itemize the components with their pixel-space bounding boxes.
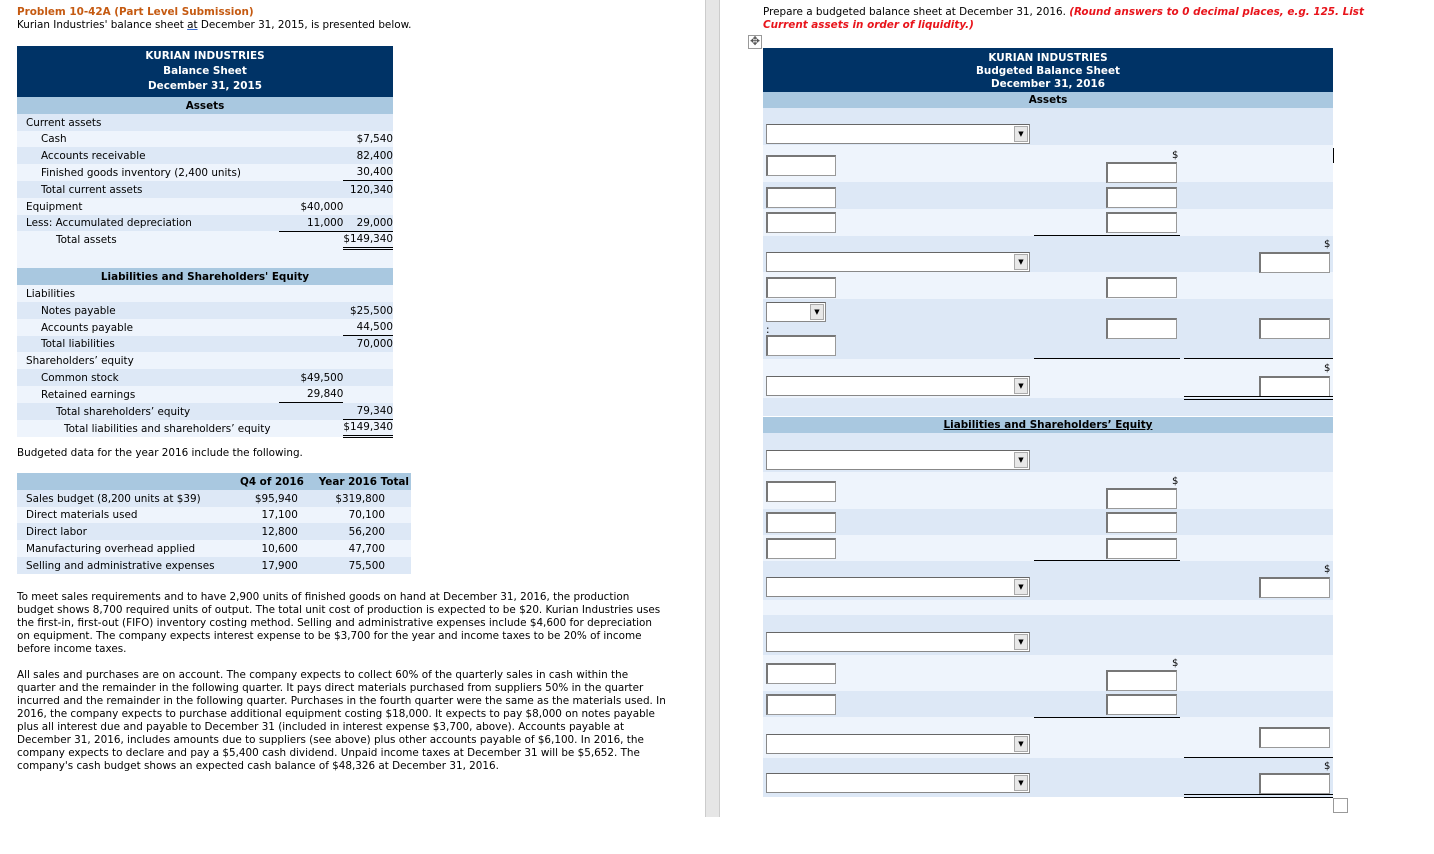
value-input[interactable] bbox=[1106, 277, 1177, 298]
underline bbox=[1184, 757, 1333, 758]
row-label: Finished goods inventory (2,400 units) bbox=[41, 166, 241, 179]
statement-title: Balance Sheet bbox=[163, 65, 247, 77]
budget-year: 70,100 bbox=[348, 509, 385, 522]
amount-input[interactable] bbox=[766, 335, 836, 356]
budget-row bbox=[17, 490, 411, 507]
budget-year: $319,800 bbox=[335, 492, 385, 505]
row-label: Common stock bbox=[41, 371, 119, 384]
row-value: 44,500 bbox=[343, 319, 393, 336]
row-value: 11,000 bbox=[279, 215, 343, 232]
problem-title: Problem 10-42A (Part Level Submission) bbox=[17, 6, 254, 18]
table-row bbox=[17, 285, 393, 302]
budget-row bbox=[17, 523, 411, 540]
account-dropdown[interactable] bbox=[766, 252, 1030, 272]
row-value: 30,400 bbox=[343, 164, 393, 181]
assets-heading: Assets bbox=[763, 92, 1333, 108]
chevron-down-icon: ▼ bbox=[1014, 452, 1028, 468]
budget-intro: Budgeted data for the year 2016 include the following. bbox=[17, 447, 303, 459]
form-row bbox=[763, 472, 1333, 509]
amount-input[interactable] bbox=[766, 538, 836, 559]
account-dropdown[interactable] bbox=[766, 632, 1030, 652]
instruction-note: (Round answers to 0 decimal places, e.g. 125. List Current assets in order of liquidity.) bbox=[763, 6, 1364, 31]
liabilities-heading: Liabilities and Shareholders' Equity bbox=[17, 268, 393, 285]
col-year: Year 2016 Total bbox=[310, 473, 411, 490]
row-value: 120,340 bbox=[350, 183, 393, 196]
row-value: 82,400 bbox=[356, 150, 393, 163]
budget-q4: $95,940 bbox=[254, 492, 298, 505]
row-label: Accounts payable bbox=[41, 321, 134, 334]
table-row bbox=[17, 369, 393, 386]
table-row bbox=[17, 231, 393, 248]
row-value: 29,000 bbox=[343, 215, 393, 232]
currency-symbol: $ bbox=[1172, 150, 1179, 161]
row-value: $7,540 bbox=[356, 133, 393, 146]
budget-year: 56,200 bbox=[348, 526, 385, 539]
budget-label: Direct materials used bbox=[26, 509, 138, 522]
value-input[interactable] bbox=[1259, 318, 1330, 339]
form-row bbox=[763, 182, 1333, 209]
budget-label: Manufacturing overhead applied bbox=[26, 542, 196, 555]
row-value bbox=[343, 369, 393, 386]
paragraph-production: To meet sales requirements and to have 2,900 units of finished goods on hand at December 31, 2016, the production budget shows 8,700 required units of output. The total unit cost of production is expected to be $20. Kurian Industries uses the first-in, first-out (FIFO) inventory costing method. Selling and administrative expenses include $4,600 for depreciation on equipment. The company expects interest expense to be $3,700 for the year and income taxes to be 20% of income before income taxes. bbox=[17, 591, 661, 655]
budget-label: Sales budget (8,200 units at $39) bbox=[26, 492, 201, 505]
row-label: Shareholders’ equity bbox=[26, 355, 134, 368]
budget-header-blank bbox=[17, 473, 233, 490]
statement-date: December 31, 2016 bbox=[991, 78, 1105, 90]
budgeted-sheet-header bbox=[763, 48, 1333, 92]
col-q4: Q4 of 2016 bbox=[233, 473, 310, 490]
form-row bbox=[763, 145, 1333, 182]
form-row bbox=[763, 535, 1333, 561]
row-value: $149,340 bbox=[343, 420, 393, 437]
table-row bbox=[17, 302, 393, 319]
balance-sheet-2015 bbox=[17, 46, 393, 438]
value-input[interactable] bbox=[1106, 488, 1177, 509]
account-dropdown[interactable] bbox=[766, 376, 1030, 396]
form-row bbox=[763, 691, 1333, 717]
at-link[interactable]: at bbox=[187, 19, 198, 31]
row-label: Cash bbox=[41, 133, 67, 146]
row-value bbox=[343, 114, 393, 131]
budget-row bbox=[17, 507, 411, 524]
row-label: Total current assets bbox=[41, 183, 143, 196]
row-label: Accounts receivable bbox=[41, 150, 146, 163]
row-label: Liabilities bbox=[26, 287, 76, 300]
chevron-down-icon: ▼ bbox=[1014, 378, 1028, 394]
row-value bbox=[279, 181, 343, 198]
chevron-down-icon: ▼ bbox=[810, 304, 824, 320]
table-row bbox=[17, 352, 393, 369]
row-value: 70,000 bbox=[356, 338, 393, 351]
amount-input[interactable] bbox=[766, 512, 836, 533]
budget-q4: 12,800 bbox=[261, 526, 298, 539]
row-label: Total liabilities bbox=[41, 338, 115, 351]
row-value bbox=[279, 336, 343, 353]
amount-input[interactable] bbox=[766, 155, 836, 176]
row-label: Retained earnings bbox=[41, 388, 136, 401]
budget-q4: 10,600 bbox=[261, 542, 298, 555]
instructions bbox=[763, 6, 1403, 32]
text-cursor bbox=[1333, 148, 1334, 163]
balance-sheet-header bbox=[17, 46, 393, 97]
table-row bbox=[17, 181, 393, 198]
budget-year: 75,500 bbox=[348, 559, 385, 572]
currency-symbol: $ bbox=[1172, 476, 1179, 487]
row-label: Equipment bbox=[26, 200, 83, 213]
form-row bbox=[763, 299, 1333, 359]
row-label: Notes payable bbox=[41, 304, 116, 317]
currency-symbol: $ bbox=[1324, 363, 1331, 374]
table-row bbox=[17, 215, 393, 232]
row-label: Total liabilities and shareholders’ equity bbox=[64, 422, 271, 435]
currency-symbol: $ bbox=[1324, 239, 1331, 250]
spacer bbox=[17, 248, 393, 268]
form-row bbox=[763, 655, 1333, 691]
table-row bbox=[17, 403, 393, 420]
form-row bbox=[763, 398, 1333, 416]
company-name: KURIAN INDUSTRIES bbox=[988, 52, 1108, 64]
chevron-down-icon: ▼ bbox=[1014, 775, 1028, 791]
amount-input[interactable] bbox=[766, 663, 836, 684]
row-label: Total assets bbox=[56, 234, 117, 247]
intro-text-end: December 31, 2015, is presented below. bbox=[197, 19, 412, 31]
row-value bbox=[279, 131, 343, 148]
row-value bbox=[279, 164, 343, 181]
budget-row bbox=[17, 557, 411, 574]
statement-title: Budgeted Balance Sheet bbox=[976, 65, 1120, 77]
budget-q4: 17,100 bbox=[261, 509, 298, 522]
value-input[interactable] bbox=[1106, 512, 1177, 533]
value-input[interactable] bbox=[1106, 187, 1177, 208]
row-value bbox=[279, 114, 343, 131]
chevron-down-icon: ▼ bbox=[1014, 736, 1028, 752]
chevron-down-icon: ▼ bbox=[1014, 254, 1028, 270]
pane-divider[interactable] bbox=[705, 0, 720, 817]
row-value bbox=[279, 319, 343, 336]
problem-intro bbox=[17, 19, 411, 31]
account-dropdown[interactable] bbox=[766, 577, 1030, 597]
row-value bbox=[279, 231, 343, 248]
move-handle-icon[interactable]: ✥ bbox=[749, 34, 761, 48]
value-input[interactable] bbox=[1106, 318, 1177, 339]
budget-label: Direct labor bbox=[26, 526, 87, 539]
account-dropdown[interactable] bbox=[766, 734, 1030, 754]
checkbox[interactable] bbox=[1333, 798, 1348, 813]
table-row bbox=[17, 147, 393, 164]
table-row bbox=[17, 336, 393, 353]
amount-input[interactable] bbox=[766, 187, 836, 208]
row-label: Current assets bbox=[26, 116, 102, 129]
underline bbox=[1034, 358, 1180, 359]
statement-date: December 31, 2015 bbox=[148, 80, 262, 92]
currency-symbol: $ bbox=[1324, 564, 1331, 575]
budget-q4: 17,900 bbox=[261, 559, 298, 572]
value-input[interactable] bbox=[1259, 577, 1330, 598]
row-value bbox=[279, 352, 343, 369]
budget-year: 47,700 bbox=[348, 542, 385, 555]
row-value bbox=[343, 352, 393, 369]
row-value bbox=[279, 302, 343, 319]
paragraph-cash: All sales and purchases are on account. The company expects to collect 60% of the quarterly sales in cash within the quarter and the remainder in the following quarter. It pays direct materials purchased from suppliers 50% in the quarter incurred and the remainder in the following quarter. Purchases in the fourth quarter were the same as the materials used. In 2016, the company expects to purchase additional equipment costing $18,000. It expects to pay $8,000 on notes payable plus all interest due and payable to December 31 (included in interest expense $3,700, above). Accounts payable at December 31, 2016, includes amounts due to suppliers (see above) plus other accounts payable of $6,100. In 2016, the company expects to declare and pay a $5,400 cash dividend. Unpaid income taxes at December 31 will be $5,652. The company's cash budget shows an expected cash balance of $48,326 at December 31, 2016. bbox=[17, 669, 666, 772]
row-label: Total shareholders’ equity bbox=[56, 405, 191, 418]
table-row bbox=[17, 420, 393, 437]
amount-input[interactable] bbox=[766, 212, 836, 233]
form-row bbox=[763, 509, 1333, 535]
amount-input[interactable] bbox=[766, 481, 836, 502]
row-value: $49,500 bbox=[300, 371, 344, 384]
value-input[interactable] bbox=[1259, 773, 1330, 794]
row-value: 79,340 bbox=[343, 403, 393, 420]
form-row bbox=[763, 600, 1333, 615]
underline bbox=[1034, 560, 1180, 561]
instruction-text: Prepare a budgeted balance sheet at December 31, 2016. bbox=[763, 6, 1070, 18]
row-value bbox=[279, 403, 343, 420]
table-row bbox=[17, 114, 393, 131]
double-underline bbox=[1184, 396, 1333, 400]
amount-input[interactable] bbox=[766, 277, 836, 298]
row-value: $40,000 bbox=[300, 200, 344, 213]
row-value bbox=[279, 420, 343, 437]
intro-text: Kurian Industries' balance sheet bbox=[17, 19, 188, 31]
underline bbox=[1034, 717, 1180, 718]
table-row bbox=[17, 131, 393, 148]
value-input[interactable] bbox=[1106, 212, 1177, 233]
budget-data-table bbox=[17, 473, 411, 574]
value-input[interactable] bbox=[1259, 252, 1330, 273]
currency-symbol: $ bbox=[1172, 658, 1179, 669]
row-value: 29,840 bbox=[279, 386, 343, 403]
chevron-down-icon: ▼ bbox=[1014, 126, 1028, 142]
account-dropdown[interactable] bbox=[766, 302, 826, 322]
row-value bbox=[343, 285, 393, 302]
row-value bbox=[279, 285, 343, 302]
value-input[interactable] bbox=[1106, 694, 1177, 715]
table-row bbox=[17, 164, 393, 181]
amount-input[interactable] bbox=[766, 694, 836, 715]
assets-heading: Assets bbox=[17, 97, 393, 114]
account-dropdown[interactable] bbox=[766, 124, 1030, 144]
table-row bbox=[17, 198, 393, 215]
row-value bbox=[343, 198, 393, 215]
double-underline bbox=[1184, 794, 1333, 798]
company-name: KURIAN INDUSTRIES bbox=[145, 50, 265, 62]
row-value bbox=[343, 386, 393, 403]
liabilities-heading: Liabilities and Shareholders’ Equity bbox=[763, 417, 1333, 433]
value-input[interactable] bbox=[1259, 727, 1330, 748]
value-input[interactable] bbox=[1106, 538, 1177, 559]
colon-label: : bbox=[766, 324, 770, 336]
row-value bbox=[279, 147, 343, 164]
budget-label: Selling and administrative expenses bbox=[26, 559, 215, 572]
row-value: $25,500 bbox=[350, 304, 393, 317]
chevron-down-icon: ▼ bbox=[1014, 634, 1028, 650]
value-input[interactable] bbox=[1106, 162, 1177, 183]
chevron-down-icon: ▼ bbox=[1014, 579, 1028, 595]
account-dropdown[interactable] bbox=[766, 773, 1030, 793]
value-input[interactable] bbox=[1106, 670, 1177, 691]
underline bbox=[1184, 358, 1333, 359]
currency-symbol: $ bbox=[1324, 761, 1331, 772]
row-label: Less: Accumulated depreciation bbox=[26, 217, 192, 230]
underline bbox=[1034, 235, 1180, 236]
form-row bbox=[763, 272, 1333, 299]
budget-row bbox=[17, 540, 411, 557]
value-input[interactable] bbox=[1259, 376, 1330, 397]
table-row bbox=[17, 319, 393, 336]
table-row bbox=[17, 386, 393, 403]
row-value: $149,340 bbox=[343, 231, 393, 248]
form-row bbox=[763, 209, 1333, 236]
account-dropdown[interactable] bbox=[766, 450, 1030, 470]
